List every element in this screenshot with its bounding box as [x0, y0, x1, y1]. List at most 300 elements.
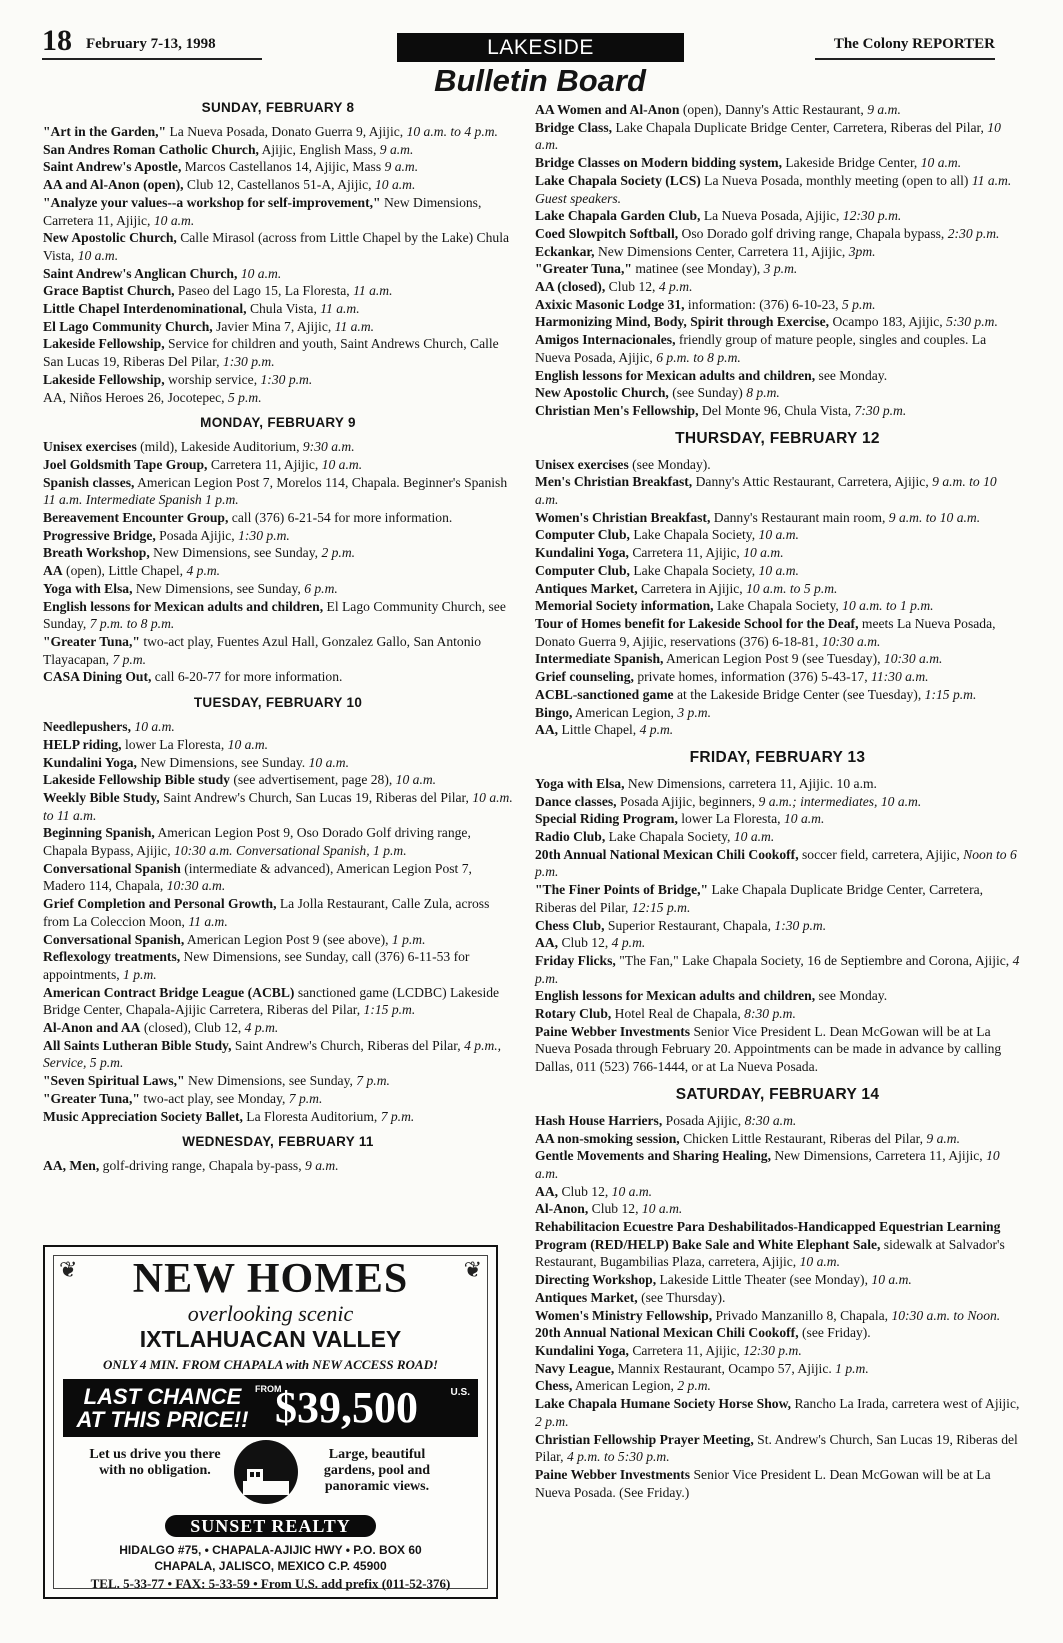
event-time: 10 a.m. — [535, 119, 1001, 153]
event-time: 4 p.m. — [535, 952, 1020, 986]
event-name: "Greater Tuna," — [43, 633, 140, 649]
event-name: Yoga with Elsa, — [43, 580, 133, 596]
event-listing — [535, 101, 1020, 119]
event-detail: Club 12, Castellanos 51-A, Ajijic, — [183, 177, 375, 193]
event-time: 10:30 a.m. to Noon. — [891, 1307, 1001, 1323]
event-name: Al-Anon, — [535, 1201, 589, 1217]
event-detail: Paseo del Lago 15, La Floresta, — [174, 283, 354, 299]
event-name: "Greater Tuna," — [43, 1090, 140, 1106]
event-time: 10 a.m. — [321, 456, 363, 472]
event-listing — [535, 1005, 1020, 1023]
event-time: 1:30 p.m. — [260, 371, 313, 387]
issue-date: February 7-13, 1998 — [86, 36, 216, 52]
event-detail: Rancho La Irada, carretera west of Ajijic, — [791, 1396, 1020, 1412]
event-listing — [43, 895, 513, 930]
event-name: Radio Club, — [535, 829, 606, 845]
event-listing — [535, 313, 1020, 331]
event-detail: Lake Chapala Society, — [629, 562, 759, 578]
event-listing — [535, 473, 1020, 508]
ad-last-chance: LAST CHANCE AT THIS PRICE!! — [76, 1384, 249, 1432]
event-time: 9 a.m. — [384, 159, 419, 175]
event-time: 7 p.m. to 8 p.m. — [89, 616, 175, 632]
event-time: 10 a.m. — [374, 177, 416, 193]
day-heading: SATURDAY, FEBRUARY 14 — [675, 1085, 880, 1103]
publication-rule — [815, 58, 995, 60]
event-name: Little Chapel Interdenominational, — [43, 301, 247, 317]
ad-from-label: FROM — [255, 1384, 282, 1394]
event-time: 11 a.m. Intermediate Spanish 1 p.m. — [43, 492, 239, 508]
event-time: 3 p.m. — [677, 704, 711, 720]
house-icon — [233, 1439, 299, 1505]
event-detail: Saint Andrew's Church, Riberas del Pilar, — [231, 1037, 465, 1053]
event-name: AA, — [535, 1183, 559, 1199]
event-detail: Privado Manzanillo 8, Chapala, — [712, 1307, 892, 1323]
event-time: 2:30 p.m. — [947, 225, 1000, 241]
event-time: 7 p.m. — [380, 1108, 415, 1124]
event-name: Lakeside Fellowship, — [43, 371, 165, 387]
event-listing — [43, 1072, 513, 1090]
event-listing — [535, 1271, 1020, 1289]
event-detail: La Nueva Posada, monthly meeting (open to all) — [700, 172, 972, 188]
event-name: Unisex exercises — [43, 439, 137, 455]
event-detail: New Dimensions, see Sunday, — [184, 1073, 357, 1089]
event-detail: Mannix Restaurant, Ocampo 57, Ajijic. — [614, 1360, 836, 1376]
event-name: Tour of Homes benefit for Lakeside School for the Deaf, — [535, 615, 859, 631]
ad-currency: U.S. — [450, 1387, 470, 1398]
ad-address-line1: HIDALGO #75, • CHAPALA-AJIJIC HWY • P.O. BOX 60 — [119, 1543, 422, 1557]
event-detail: New Dimensions, see Sunday. — [136, 754, 309, 770]
publication-name: The Colony REPORTER — [833, 36, 995, 52]
event-listing — [43, 771, 513, 789]
event-time: 9 a.m. — [379, 141, 414, 157]
event-listing — [43, 141, 513, 159]
event-listing — [43, 1157, 513, 1175]
event-time: 11 a.m. — [320, 301, 360, 317]
event-listing — [535, 615, 1020, 650]
left-column — [43, 99, 513, 1175]
event-name: English lessons for Mexican adults and children, — [535, 367, 816, 383]
event-listing — [43, 668, 513, 686]
event-time: 2 p.m. — [677, 1378, 711, 1394]
event-name: Progressive Bridge, — [43, 527, 156, 543]
event-name: Kundalini Yoga, — [43, 754, 137, 770]
event-name: AA non-smoking session, — [535, 1130, 680, 1146]
event-listing — [43, 335, 513, 370]
event-name: Men's Christian Breakfast, — [535, 474, 693, 490]
event-time: 10 a.m. — [153, 212, 195, 228]
day-heading: TUESDAY, FEBRUARY 10 — [193, 695, 363, 711]
event-detail: Carretera 11, Ajijic, — [628, 1343, 744, 1358]
event-listing — [535, 1307, 1020, 1325]
event-listing — [535, 119, 1020, 154]
event-detail: meets La Nueva Posada, Donato Guerra 9, Ajijic, reservations (376) 6-18-81, — [535, 615, 996, 649]
event-name: Lake Chapala Society (LCS) — [535, 172, 701, 188]
event-time: 11 a.m. — [353, 283, 393, 299]
event-listing — [535, 704, 1020, 722]
event-name: AA (closed), — [535, 279, 606, 295]
event-name: Spanish classes, — [43, 474, 135, 490]
event-listing — [535, 810, 1020, 828]
event-detail: Del Monte 96, Chula Vista, — [698, 402, 855, 418]
ad-contact: TEL. 5-33-77 • FAX: 5-33-59 • From U.S. add prefix (011-52-376) — [90, 1576, 451, 1591]
event-name: Special Riding Program, — [535, 811, 678, 827]
event-time: 7:30 p.m. — [854, 402, 907, 418]
event-name: Music Appreciation Society Ballet, — [43, 1108, 243, 1124]
event-time: 1:15 p.m. — [924, 686, 977, 702]
day-heading: THURSDAY, FEBRUARY 12 — [675, 429, 880, 447]
event-name: Lakeside Fellowship, — [43, 336, 165, 352]
event-listing — [535, 650, 1020, 668]
event-name: Dance classes, — [535, 793, 617, 809]
ad-address-line2: CHAPALA, JALISCO, MEXICO C.P. 45900 — [154, 1559, 387, 1573]
event-time: 9 a.m. to 10 a.m. — [888, 509, 981, 525]
event-listing — [535, 1342, 1020, 1360]
event-listing — [535, 1218, 1020, 1271]
event-name: Bingo, — [535, 704, 573, 720]
event-detail: Ocampo 183, Ajijic, — [829, 314, 947, 330]
event-listing — [535, 260, 1020, 278]
event-name: "Art in the Garden," — [43, 124, 167, 139]
event-listing — [43, 580, 513, 598]
event-listing — [535, 1466, 1020, 1501]
event-detail: at the Lakeside Bridge Center (see Tuesday), — [673, 686, 925, 702]
event-listing — [535, 1130, 1020, 1148]
event-name: Lakeside Fellowship Bible study — [43, 772, 230, 788]
event-listing — [535, 172, 1020, 207]
event-listing — [535, 686, 1020, 704]
event-listing — [43, 984, 513, 1019]
event-name: Saint Andrew's Apostle, — [43, 159, 182, 175]
event-detail: Posada Ajijic, — [155, 527, 239, 543]
event-name: English lessons for Mexican adults and children, — [535, 988, 816, 1004]
event-detail: Posada Ajijic, — [662, 1112, 745, 1128]
event-detail: AA, Niños Heroes 26, Jocotepec, — [43, 389, 228, 405]
event-time: 9 a.m. — [867, 102, 901, 117]
event-listing — [43, 598, 513, 633]
event-time: 12:30 p.m. — [743, 1343, 802, 1358]
ad-realty-name: SUNSET REALTY — [165, 1515, 376, 1537]
event-detail: two-act play, see Monday, — [139, 1090, 289, 1106]
event-time: 8 p.m. — [746, 385, 780, 401]
event-listing — [535, 917, 1020, 935]
event-listing — [535, 367, 1020, 385]
event-time: 10 a.m. — [758, 562, 799, 578]
event-time: 3 p.m. — [763, 261, 798, 277]
event-name: Rotary Club, — [535, 1006, 612, 1022]
event-listing — [43, 718, 513, 736]
event-detail: Danny's Attic Restaurant, Carretera, Ajijic, — [692, 474, 933, 490]
event-name: Friday Flicks, — [535, 952, 616, 968]
event-time: 11 a.m. Guest speakers. — [535, 172, 1012, 206]
event-detail: (intermediate & advanced), American Legion Post 7, Madero 114, Chapala, — [43, 860, 472, 894]
event-listing — [535, 384, 1020, 402]
event-detail: New Dimensions, see Sunday, — [149, 545, 322, 561]
event-detail: Lake Chapala Society, — [629, 527, 759, 543]
event-detail: call (376) 6-21-54 for more information. — [228, 510, 453, 526]
event-time: 7 p.m. — [356, 1073, 390, 1089]
event-listing — [535, 1431, 1020, 1466]
event-detail: Javier Mina 7, Ajijic, — [212, 318, 335, 334]
event-detail: Calle Mirasol (across from Little Chapel by the Lake) Chula Vista, — [43, 230, 510, 263]
event-time: 4 p.m. — [611, 935, 646, 951]
event-listing — [43, 158, 513, 176]
event-listing — [535, 1112, 1020, 1130]
event-detail: (open), Danny's Attic Restaurant, — [679, 102, 868, 117]
event-name: Breath Workshop, — [43, 545, 150, 561]
event-time: 10 a.m. — [240, 265, 282, 281]
event-name: AA — [43, 563, 63, 579]
day-heading: MONDAY, FEBRUARY 9 — [200, 415, 356, 431]
event-name: CASA Dining Out, — [43, 669, 152, 685]
event-listing — [535, 1395, 1020, 1430]
event-time: 10 a.m. — [758, 527, 799, 543]
event-listing — [43, 176, 513, 194]
event-detail: (see advertisement, page 28), — [229, 772, 396, 788]
event-listing — [535, 509, 1020, 527]
event-detail: golf-driving range, Chapala by-pass, — [99, 1158, 306, 1174]
header-rule — [42, 58, 262, 60]
event-name: AA, — [535, 722, 559, 738]
event-name: New Apostolic Church, — [43, 230, 177, 246]
event-name: Lake Chapala Garden Club, — [535, 208, 701, 224]
event-name: Paine Webber Investments — [535, 1466, 691, 1482]
event-detail: St. Andrew's Church, San Lucas 19, Riberas del Pilar, — [535, 1431, 1018, 1465]
event-time: 4 p.m. — [658, 279, 693, 295]
event-listing — [43, 544, 513, 562]
event-name: Directing Workshop, — [535, 1272, 657, 1288]
event-detail: Lake Chapala Society, — [713, 598, 843, 614]
event-name: English lessons for Mexican adults and children, — [43, 598, 324, 614]
event-name: El Lago Community Church, — [43, 318, 213, 334]
event-listing — [535, 846, 1020, 881]
event-time: 10 a.m. to 1 p.m. — [842, 598, 934, 614]
event-name: Joel Goldsmith Tape Group, — [43, 456, 208, 472]
event-time: 9 a.m. to 10 a.m. — [535, 474, 997, 508]
event-time: 10 a.m. — [227, 736, 269, 752]
event-time: 10:30 a.m. — [883, 651, 943, 667]
event-detail: Senior Vice President L. Dean McGowan will be at La Nueva Posada. (See Friday.) — [535, 1466, 991, 1500]
event-name: Bridge Classes on Modern bidding system, — [535, 155, 782, 171]
event-time: 2 p.m. — [535, 1413, 569, 1429]
event-time: 10 a.m. to 4 p.m. — [406, 124, 498, 139]
event-listing — [43, 948, 513, 983]
event-listing — [43, 789, 513, 824]
event-listing — [535, 580, 1020, 598]
event-name: Computer Club, — [535, 527, 630, 543]
event-detail: Lake Chapala Duplicate Bridge Center, Carretera, Riberas del Pilar, — [535, 882, 984, 915]
event-name: Kundalini Yoga, — [535, 545, 629, 561]
event-detail: (see Thursday). — [637, 1289, 726, 1305]
event-detail: Lakeside Little Theater (see Monday), — [656, 1272, 872, 1288]
event-listing — [535, 1200, 1020, 1218]
event-listing — [535, 278, 1020, 296]
event-listing — [43, 1037, 513, 1072]
event-time: 4 p.m. to 5:30 p.m. — [566, 1449, 670, 1465]
event-listing — [43, 509, 513, 527]
event-name: Women's Ministry Fellowship, — [535, 1307, 713, 1323]
event-name: AA Women and Al-Anon — [535, 102, 680, 117]
event-name: Eckankar, — [535, 243, 595, 259]
event-detail: lower La Floresta, — [121, 736, 228, 752]
event-detail: matinee (see Monday), — [631, 261, 764, 277]
event-time: 10 a.m. — [733, 829, 775, 845]
event-detail: Club 12, — [605, 279, 659, 295]
event-detail: Senior Vice President L. Dean McGowan will be at La Nueva Posada through February 20. Appointments can be made in advance by calling Dallas, 011 (523) 766-1444, or at La Nueva Posada. — [535, 1023, 1002, 1075]
event-time: 7 p.m. — [112, 651, 147, 667]
event-name: AA and Al-Anon (open), — [43, 177, 184, 193]
day-heading: FRIDAY, FEBRUARY 13 — [689, 748, 866, 766]
ad-right-copy: Large, beautiful gardens, pool and panoramic views. — [323, 1447, 431, 1494]
ad-price: $39,500 — [275, 1383, 418, 1432]
event-name: Conversational Spanish, — [43, 931, 185, 947]
event-time: 1 p.m. — [123, 966, 157, 982]
event-name: 20th Annual National Mexican Chili Cookoff, — [535, 1325, 799, 1341]
event-time: 10 a.m. — [535, 1148, 1000, 1181]
section-title: LAKESIDE — [397, 33, 684, 62]
event-name: Grace Baptist Church, — [43, 283, 175, 299]
ad-subline: overlooking scenic — [187, 1301, 354, 1326]
event-listing — [43, 265, 513, 283]
event-time: 10 a.m. — [308, 754, 350, 770]
event-name: Navy League, — [535, 1360, 615, 1376]
event-name: "Analyze your values--a workshop for self-improvement," — [43, 194, 381, 210]
event-time: 1:30 p.m. — [238, 527, 290, 543]
event-listing — [535, 544, 1020, 562]
event-detail: soccer field, carretera, Ajijic, — [798, 846, 964, 862]
event-detail: New Dimensions, see Sunday, call (376) 6-11-53 for appointments, — [43, 949, 470, 982]
event-name: Coed Slowpitch Softball, — [535, 225, 679, 241]
event-listing — [43, 456, 513, 474]
event-time: 6 p.m. — [304, 580, 338, 596]
event-time: 10 a.m. — [799, 1254, 841, 1270]
event-detail: New Dimensions, carretera 11, Ajijic. 10 a.m. — [624, 775, 877, 791]
event-detail: Danny's Restaurant main room, — [710, 509, 889, 525]
event-name: Chess, — [535, 1378, 573, 1394]
event-detail: Ajijic, English Mass, — [258, 141, 380, 157]
event-detail: New Dimensions, see Sunday, — [132, 580, 305, 596]
event-name: Beginning Spanish, — [43, 825, 155, 841]
event-listing — [43, 123, 513, 141]
event-detail: Lakeside Bridge Center, — [781, 155, 921, 171]
event-name: Needlepushers, — [43, 719, 131, 735]
event-detail: call 6-20-77 for more information. — [151, 669, 343, 685]
event-name: Christian Men's Fellowship, — [535, 402, 699, 418]
event-time: 10:30 a.m. — [166, 878, 226, 894]
event-time: 11 a.m. — [188, 913, 228, 929]
event-time: 10:30 a.m. — [821, 633, 881, 649]
event-detail: El Lago Community Church, see Sunday, — [43, 598, 506, 632]
event-name: Women's Christian Breakfast, — [535, 509, 711, 525]
event-listing — [535, 934, 1020, 952]
event-detail: Chula Vista, — [246, 301, 321, 317]
event-listing — [535, 1023, 1020, 1076]
event-time: 10 a.m. — [641, 1201, 683, 1217]
event-name: San Andres Roman Catholic Church, — [43, 141, 259, 157]
event-detail: American Legion Post 9, Oso Dorado Golf driving range, Chapala Bypass, Ajijic, — [43, 825, 471, 859]
event-detail: see Monday. — [815, 988, 888, 1004]
event-time: 10 a.m. — [611, 1183, 653, 1199]
event-time: 3pm. — [848, 243, 876, 259]
event-name: Rehabilitacion Ecuestre Para Deshabilitados-Handicapped Equestrian Learning Program (RED/HELP) Bake Sale and White Elephant Sale, — [535, 1219, 1001, 1252]
event-listing — [43, 371, 513, 389]
event-name: Grief counseling, — [535, 669, 634, 685]
event-name: Chess Club, — [535, 917, 605, 933]
day-heading: SUNDAY, FEBRUARY 8 — [201, 100, 355, 115]
event-detail: Oso Dorado golf driving range, Chapala bypass, — [678, 225, 948, 241]
event-listing — [535, 402, 1020, 420]
event-time: 2 p.m. — [321, 545, 356, 561]
event-listing — [43, 931, 513, 949]
event-name: "The Finer Points of Bridge," — [535, 882, 709, 898]
event-time: 1:30 p.m. — [222, 354, 275, 370]
event-listing — [535, 1360, 1020, 1378]
event-detail: Club 12, — [558, 1183, 612, 1199]
event-listing — [535, 243, 1020, 261]
event-listing — [535, 952, 1020, 987]
event-detail: Little Chapel, — [558, 722, 640, 738]
event-name: Memorial Society information, — [535, 598, 714, 614]
event-time: 8:30 p.m. — [744, 1006, 796, 1022]
event-time: Noon to 6 p.m. — [535, 846, 1017, 880]
event-time: 1:15 p.m. — [363, 1002, 416, 1018]
event-listing — [43, 736, 513, 754]
event-listing — [43, 1090, 513, 1108]
event-listing — [43, 229, 513, 264]
new-homes-advertisement — [43, 1245, 498, 1599]
event-listing — [43, 860, 513, 895]
event-listing — [43, 194, 513, 229]
event-name: Bereavement Encounter Group, — [43, 510, 229, 526]
event-listing — [535, 207, 1020, 225]
event-listing — [535, 793, 1020, 811]
event-time: 10 a.m. — [743, 545, 784, 561]
event-time: 10 a.m. — [783, 811, 825, 827]
event-detail: (see Sunday) — [668, 385, 747, 401]
flourish-icon: ❦ — [59, 1257, 78, 1282]
event-detail: Lake Chapala Duplicate Bridge Center, Carretera, Riberas del Pilar, — [612, 119, 988, 135]
ad-headline: NEW HOMES — [132, 1256, 409, 1302]
event-detail: Superior Restaurant, Chapala, — [604, 917, 775, 933]
event-listing — [535, 668, 1020, 686]
event-time: 5:30 p.m. — [946, 314, 998, 330]
event-listing — [535, 775, 1020, 793]
event-detail: Carretera 11, Ajijic, — [207, 456, 322, 472]
event-time: 11 a.m. — [334, 318, 375, 334]
event-detail: Carretera 11, Ajijic, — [628, 545, 744, 561]
event-name: Gentle Movements and Sharing Healing, — [535, 1148, 772, 1164]
ad-location: IXTLAHUACAN VALLEY — [139, 1326, 402, 1352]
event-detail: see Monday. — [815, 367, 888, 383]
event-name: Computer Club, — [535, 562, 630, 578]
flourish-icon: ❦ — [463, 1257, 482, 1282]
event-name: Reflexology treatments, — [43, 949, 181, 965]
event-name: Harmonizing Mind, Body, Spirit through Exercise, — [535, 314, 830, 330]
event-listing — [43, 318, 513, 336]
event-time: 10 a.m. — [395, 772, 437, 788]
ad-tagline: ONLY 4 MIN. FROM CHAPALA with NEW ACCESS ROAD! — [102, 1357, 439, 1372]
ad-price-band — [63, 1379, 478, 1437]
event-listing — [535, 1183, 1020, 1201]
event-detail: La Nueva Posada, Ajijic, — [700, 208, 843, 224]
event-detail: Marcos Castellanos 14, Ajijic, Mass — [181, 159, 385, 175]
event-detail: La Floresta Auditorium, — [242, 1108, 381, 1124]
event-time: 10 a.m. — [77, 247, 119, 263]
event-name: HELP riding, — [43, 736, 122, 752]
event-name: 20th Annual National Mexican Chili Cookoff, — [535, 846, 799, 862]
event-listing — [535, 154, 1020, 172]
event-detail: (see Friday). — [798, 1325, 871, 1341]
event-listing — [535, 456, 1020, 474]
